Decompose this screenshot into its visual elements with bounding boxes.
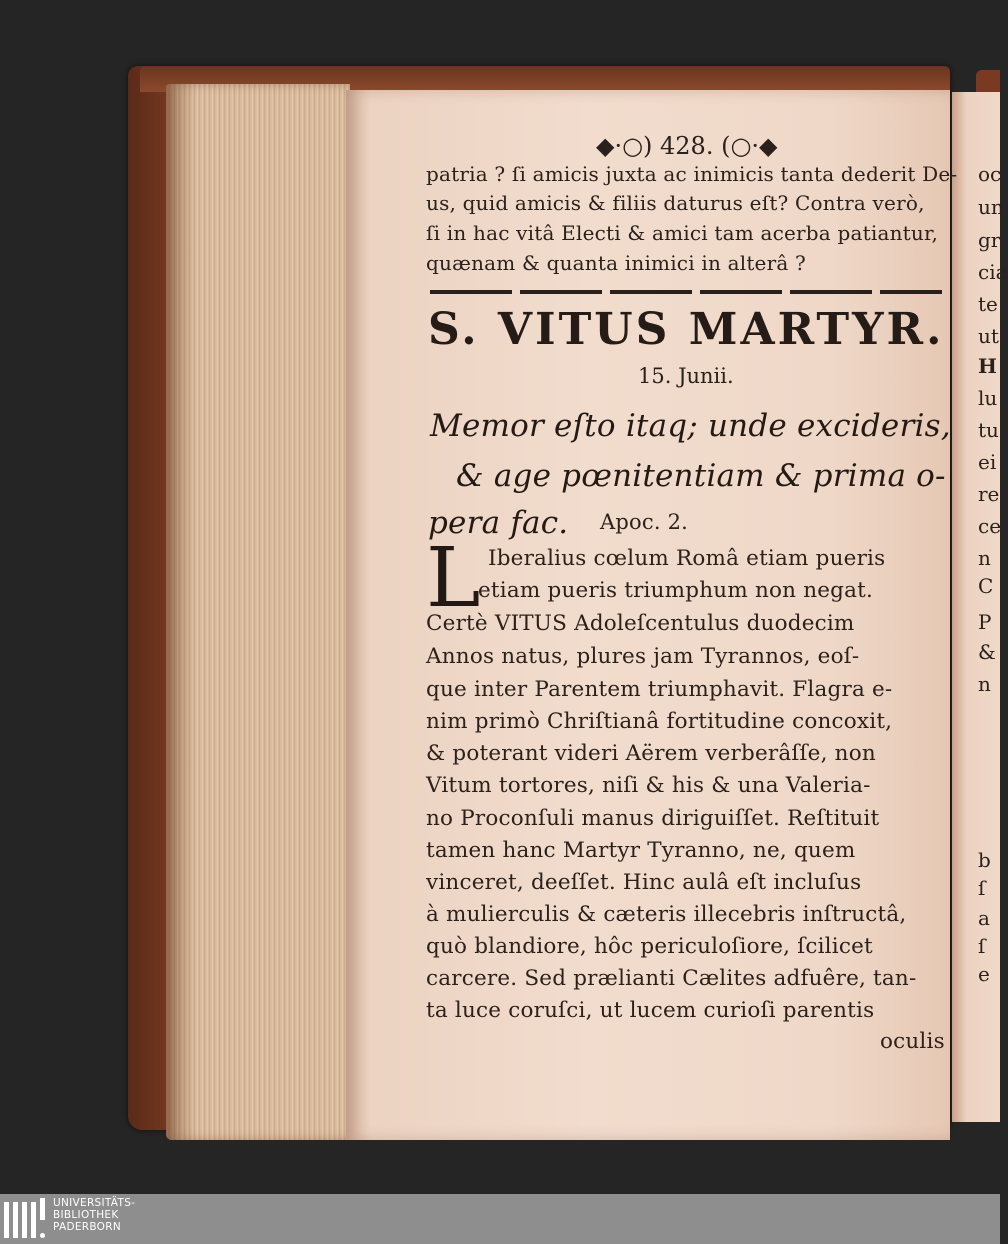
adjacent-page-fragment: C (978, 574, 994, 598)
adjacent-page-fragment: re (978, 482, 1000, 506)
adjacent-page-fragment: & (978, 640, 996, 664)
adjacent-page-fragment: b (978, 848, 991, 872)
intro-line: ſi in hac vitâ Electi & amici tam acerba patiantur, (426, 221, 939, 245)
adjacent-page-fragment: n (978, 546, 991, 570)
body-line: que inter Parentem triumphavit. Flagra e- (426, 677, 893, 702)
verse-line: pera fac. (428, 505, 569, 541)
body-line: etiam pueris triumphum non negat. (478, 578, 874, 603)
page-edges-shadow (166, 84, 196, 1140)
library-name (53, 1197, 135, 1233)
adjacent-page-fragment: te (978, 292, 998, 316)
library-name-line: PADERBORN (53, 1221, 121, 1233)
adjacent-page-fragment: oc (978, 162, 1002, 186)
adjacent-page-fragment: e (978, 962, 990, 986)
adjacent-page-fragment: ſ (978, 876, 986, 900)
adjacent-page-fragment: H (978, 354, 997, 378)
library-name-line: UNIVERSITÄTS- (53, 1197, 136, 1209)
library-footer-bar (0, 1194, 1000, 1244)
feast-date: 15. Junii. (638, 364, 734, 388)
verse-line: Memor eſto itaq; unde excideris, (430, 408, 951, 444)
intro-line: patria ? ſi amicis juxta ac inimicis tanta dederit De- (426, 162, 958, 186)
adjacent-page-fragment: lu (978, 386, 998, 410)
body-line: & poterant videri Aërem verberâſſe, non (426, 741, 876, 766)
body-line: Certè VITUS Adoleſcentulus duodecim (426, 611, 855, 636)
library-logo-icon (4, 1198, 48, 1238)
verse-reference: Apoc. 2. (600, 510, 688, 534)
library-name-line: BIBLIOTHEK (53, 1209, 119, 1221)
adjacent-page-fragment: ſ (978, 934, 986, 958)
adjacent-page-fragment: un (978, 195, 1004, 219)
body-line: ta luce coruſci, ut lucem curioſi parentis (426, 998, 875, 1023)
body-line: nim primò Chriſtianâ fortitudine concoxit, (426, 709, 893, 734)
body-line: Iberalius cœlum Româ etiam pueris (488, 546, 886, 571)
body-line: vinceret, deeſſet. Hinc aulâ eſt incluſus (426, 870, 862, 895)
body-line: Annos natus, plures jam Tyrannos, eoſ- (426, 644, 860, 669)
adjacent-page-fragment: ut (978, 324, 999, 348)
body-line: Vitum tortores, niſi & his & una Valeria- (426, 773, 871, 798)
adjacent-page-fragment: cia (978, 260, 1008, 284)
body-line: no Proconſuli manus diriguiſſet. Reſtituit (426, 806, 880, 831)
adjacent-page-fragment: a (978, 906, 990, 930)
body-line: quò blandiore, hôc periculoſiore, ſcilicet (426, 934, 873, 959)
intro-line: quænam & quanta inimici in alterâ ? (426, 251, 806, 275)
section-divider-rule (430, 290, 942, 294)
catchword: oculis (880, 1029, 945, 1054)
drop-cap: L (426, 531, 481, 626)
intro-line: us, quid amicis & filiis daturus eſt? Contra verò, (426, 191, 925, 215)
adjacent-page-fragment: ce (978, 514, 1002, 538)
body-line: tamen hanc Martyr Tyranno, ne, quem (426, 838, 856, 863)
adjacent-book-cover (976, 70, 1000, 94)
adjacent-page-fragment: tu (978, 418, 999, 442)
body-line: carcere. Sed prælianti Cælites adfuêre, tan- (426, 966, 917, 991)
adjacent-page-fragment: gr (978, 228, 1001, 252)
body-line: à mulierculis & cæteris illecebris inſtructâ, (426, 902, 907, 927)
adjacent-page-fragment: n (978, 672, 991, 696)
page-header: ◆·○) 428. (○·◆ (596, 132, 778, 160)
section-title: S. VITUS MARTYR. (428, 304, 945, 355)
verse-line: & age pœnitentiam & prima o- (456, 458, 946, 494)
adjacent-page-fragment: ei (978, 450, 997, 474)
adjacent-page-fragment: P (978, 610, 992, 634)
